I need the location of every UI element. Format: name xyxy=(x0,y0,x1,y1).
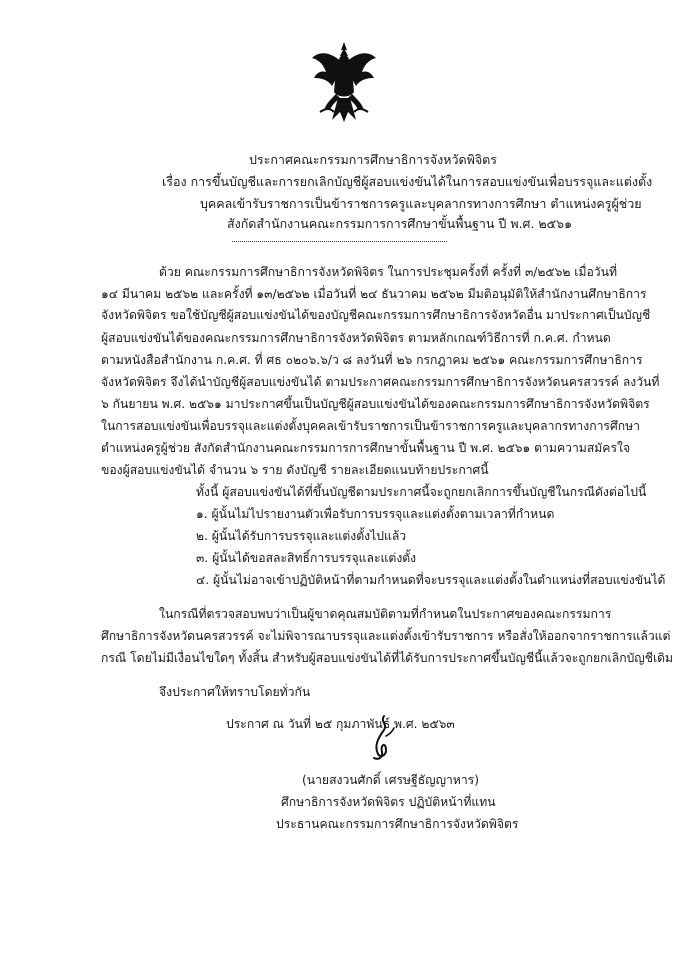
subject-line-3: สังกัดสำนักงานคณะกรรมการการศึกษาขั้นพื้นฐาน ปี พ.ศ. ๒๕๖๑ xyxy=(227,216,573,231)
signer-position: ศึกษาธิการจังหวัดพิจิตร ปฏิบัติหน้าที่แทน xyxy=(281,795,496,809)
conditions-intro: ทั้งนี้ ผู้สอบแข่งขันได้ที่ขึ้นบัญชีตามประกาศนี้จะถูกยกเลิกการขึ้นบัญชีในกรณีดังต่อไปนี้ xyxy=(196,485,647,499)
note-line: กรณี โดยไม่มีเงื่อนไขใดๆ ทั้งสิ้น สำหรับผู้สอบแข่งขันได้ที่ได้รับการประกาศขึ้นบัญชีนี้แล้วจะถูกยกเลิกบัญชีเดิม xyxy=(101,651,674,665)
closing-statement: จึงประกาศให้ทราบโดยทั่วกัน xyxy=(159,685,311,699)
condition-item: ๒. ผู้นั้นได้รับการบรรจุและแต่งตั้งไปแล้ว xyxy=(196,529,407,543)
announcement-title: ประกาศคณะกรรมการศึกษาธิการจังหวัดพิจิตร xyxy=(249,152,497,167)
intro-line: ของผู้สอบแข่งขันได้ จำนวน ๖ ราย ดังบัญชี รายละเอียดแนบท้ายประกาศนี้ xyxy=(101,463,489,477)
signer-role: ประธานคณะกรรมการศึกษาธิการจังหวัดพิจิตร xyxy=(276,817,519,831)
intro-line: ด้วย คณะกรรมการศึกษาธิการจังหวัดพิจิตร ในการประชุมครั้งที่ ครั้งที่ ๓/๒๕๖๒ เมื่อวันที่ xyxy=(159,265,618,279)
intro-line: ๑๔ มีนาคม ๒๕๖๒ และครั้งที่ ๑๓/๒๕๖๒ เมื่อวันที่ ๒๔ ธันวาคม ๒๕๖๒ มีมติอนุมัติให้สำนักงานศึกษาธิการ xyxy=(101,287,647,301)
subject-line-2: บุคคลเข้ารับราชการเป็นข้าราชการครูและบุคลากรทางการศึกษา ตำแหน่งครูผู้ช่วย xyxy=(200,196,642,211)
intro-line: ผู้สอบแข่งขันได้ของคณะกรรมการศึกษาธิการจังหวัดพิจิตร ตามหลักเกณฑ์วิธีการที่ ก.ค.ศ. กำหนด xyxy=(101,331,611,345)
announcement-date: ประกาศ ณ วันที่ ๒๕ กุมภาพันธ์ พ.ศ. ๒๕๖๓ xyxy=(226,717,455,731)
condition-item: ๑. ผู้นั้นไม่ไปรายงานตัวเพื่อรับการบรรจุและแต่งตั้งตามเวลาที่กำหนด xyxy=(196,507,555,521)
header-divider xyxy=(232,241,447,242)
subject-line-1: เรื่อง การขึ้นบัญชีและการยกเลิกบัญชีผู้สอบแข่งขันได้ในการสอบแข่งขันเพื่อบรรจุและแต่งตั้ง xyxy=(162,174,653,189)
condition-item: ๔. ผู้นั้นไม่อาจเข้าปฏิบัติหน้าที่ตามกำหนดที่จะบรรจุและแต่งตั้งในตำแหน่งที่สอบแข่งขันได้ xyxy=(196,573,666,587)
intro-line: จังหวัดพิจิตร ขอใช้บัญชีผู้สอบแข่งขันได้ของบัญชีคณะกรรมการศึกษาธิการจังหวัดอื่น มาประกาศเป็นบัญชี xyxy=(101,308,651,322)
intro-line: ตำแหน่งครูผู้ช่วย สังกัดสำนักงานคณะกรรมการการศึกษาขั้นพื้นฐาน ปี พ.ศ. ๒๕๖๑ ตามความสมัครใจ xyxy=(101,441,631,455)
intro-line: ในการสอบแข่งขันเพื่อบรรจุและแต่งตั้งบุคคลเข้ารับราชการเป็นข้าราชการครูและบุคลากรทางการศึกษา xyxy=(101,419,640,433)
intro-line: ๖ กันยายน พ.ศ. ๒๕๖๑ มาประกาศขึ้นเป็นบัญชีผู้สอบแข่งขันได้ของคณะกรรมการศึกษาธิการจังหวัดพิจิตร xyxy=(101,397,650,411)
condition-item: ๓. ผู้นั้นได้ขอสละสิทธิ์การบรรจุและแต่งตั้ง xyxy=(196,551,417,565)
intro-line: ตามหนังสือสำนักงาน ก.ค.ศ. ที่ ศธ ๐๒๐๖.๖/ว ๘ ลงวันที่ ๒๖ กรกฎาคม ๒๕๖๑ คณะกรรมการศึกษาธิการ xyxy=(101,353,643,367)
signer-name: (นายสงวนศักดิ์ เศรษฐีธัญญาหาร) xyxy=(302,773,479,787)
signature-icon xyxy=(362,712,402,762)
note-line: ในกรณีที่ตรวจสอบพบว่าเป็นผู้ขาดคุณสมบัติตามที่กำหนดในประกาศของคณะกรรมการ xyxy=(159,607,612,621)
intro-line: จังหวัดพิจิตร จึงได้นำบัญชีผู้สอบแข่งขันได้ ตามประกาศคณะกรรมการศึกษาธิการจังหวัดนครสวรรค์ ลงวันที่ xyxy=(101,375,660,389)
garuda-emblem-icon xyxy=(310,42,378,122)
note-line: ศึกษาธิการจังหวัดนครสวรรค์ จะไม่พิจารณาบรรจุและแต่งตั้งเข้ารับราชการ หรือสั่งให้ออกจากราชการแล้วแต่ xyxy=(101,629,671,643)
